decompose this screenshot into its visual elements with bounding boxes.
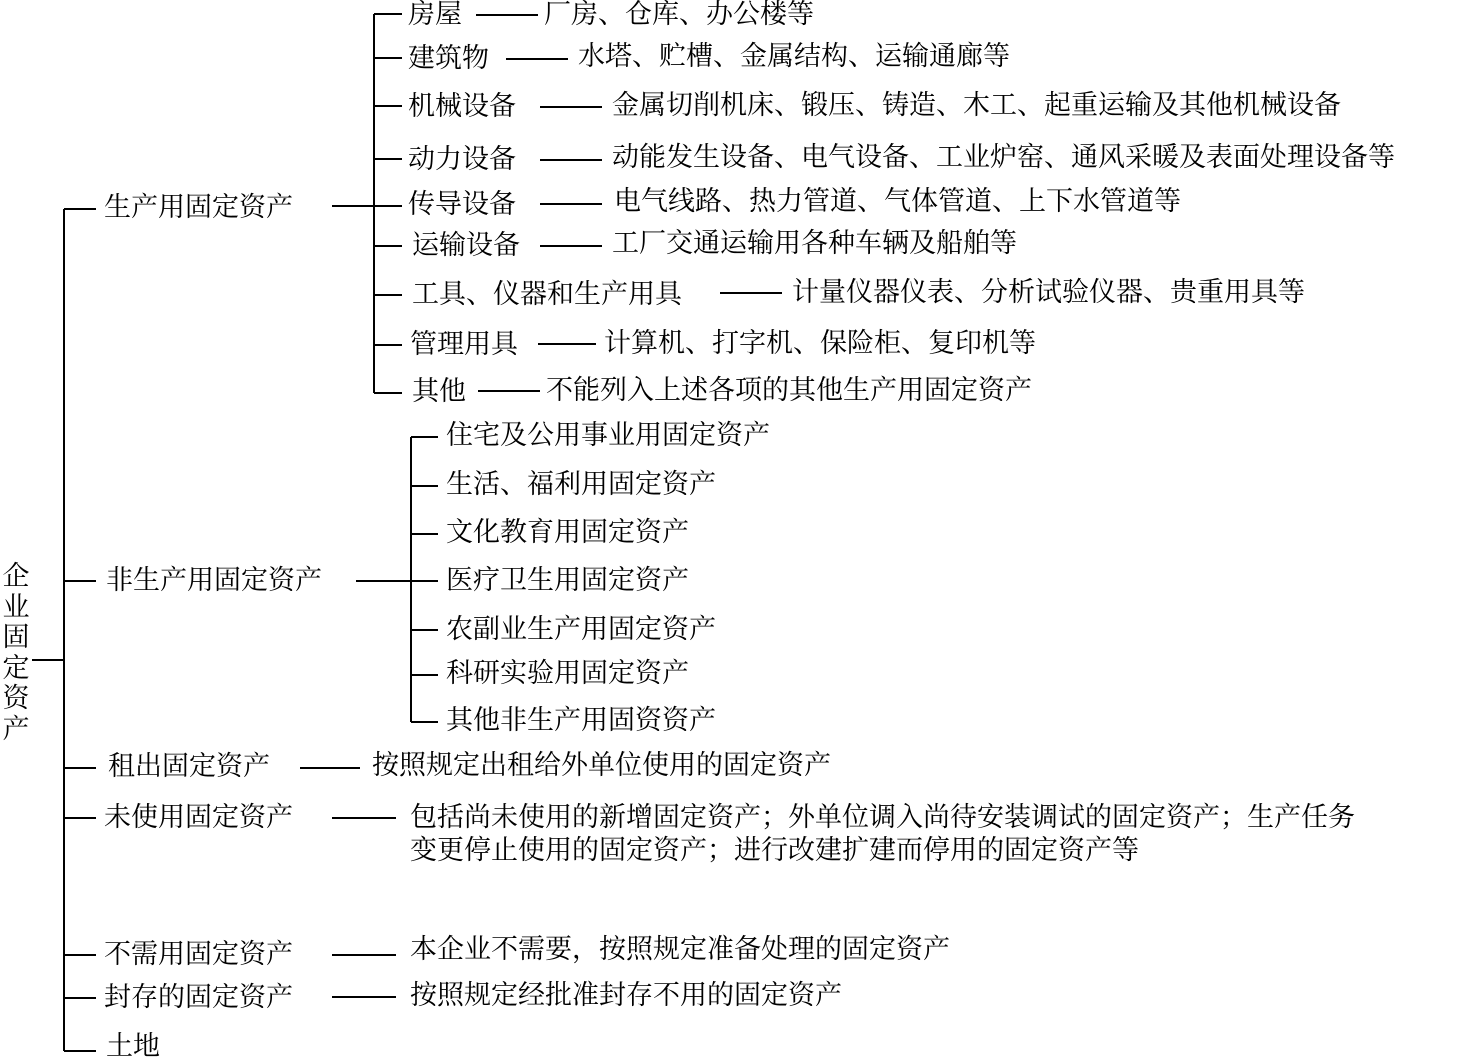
production-item-name: 动力设备 [408, 144, 516, 175]
production-item-name: 机械设备 [408, 91, 516, 122]
leased-assets-label: 租出固定资产 [108, 751, 270, 782]
leased-assets-detail: 按照规定出租给外单位使用的固定资产 [372, 750, 831, 781]
production-item-name: 工具、仪器和生产用具 [412, 279, 682, 310]
production-item-name: 建筑物 [408, 43, 489, 74]
land-label: 土地 [106, 1031, 160, 1062]
production-item-detail: 动能发生设备、电气设备、工业炉窑、通风采暖及表面处理设备等 [612, 142, 1395, 173]
nonproduction-item: 农副业生产用固定资产 [446, 614, 716, 645]
nonproduction-item: 文化教育用固定资产 [446, 517, 689, 548]
production-item-name: 其他 [412, 376, 466, 407]
production-item-detail: 金属切削机床、锻压、铸造、木工、起重运输及其他机械设备 [612, 90, 1341, 121]
production-item-name: 房屋 [408, 0, 462, 30]
sealed-assets-label: 封存的固定资产 [104, 982, 293, 1013]
production-item-name: 运输设备 [412, 230, 520, 261]
nonproduction-item: 医疗卫生用固定资产 [446, 565, 689, 596]
production-item-name: 传导设备 [408, 189, 516, 220]
notneeded-assets-label: 不需用固定资产 [104, 939, 293, 970]
unused-assets-detail-line2: 变更停止使用的固定资产；进行改建扩建而停用的固定资产等 [410, 835, 1139, 866]
nonproduction-item: 科研实验用固定资产 [446, 658, 689, 689]
production-item-detail: 计量仪器仪表、分析试验仪器、贵重用具等 [792, 277, 1305, 308]
production-item-detail: 不能列入上述各项的其他生产用固定资产 [546, 375, 1032, 406]
unused-assets-detail-line1: 包括尚未使用的新增固定资产；外单位调入尚待安装调试的固定资产；生产任务 [410, 802, 1355, 833]
production-item-detail: 厂房、仓库、办公楼等 [544, 0, 814, 30]
production-item-detail: 电气线路、热力管道、气体管道、上下水管道等 [614, 186, 1181, 217]
nonproduction-item: 其他非生产用固资资产 [446, 705, 716, 736]
production-item-name: 管理用具 [410, 329, 518, 360]
nonproduction-item: 住宅及公用事业用固定资产 [446, 420, 770, 451]
production-item-detail: 水塔、贮槽、金属结构、运输通廊等 [578, 41, 1010, 72]
unused-assets-label: 未使用固定资产 [104, 802, 293, 833]
nonproduction-item: 生活、福利用固定资产 [446, 469, 716, 500]
sealed-assets-detail: 按照规定经批准封存不用的固定资产 [410, 980, 842, 1011]
production-item-detail: 工厂交通运输用各种车辆及船舶等 [612, 228, 1017, 259]
production-item-detail: 计算机、打字机、保险柜、复印机等 [604, 328, 1036, 359]
nonproduction-assets-label: 非生产用固定资产 [106, 565, 322, 596]
production-assets-label: 生产用固定资产 [104, 192, 293, 223]
root-label: 企业固定资产 [2, 561, 30, 745]
notneeded-assets-detail: 本企业不需要，按照规定准备处理的固定资产 [410, 934, 950, 965]
